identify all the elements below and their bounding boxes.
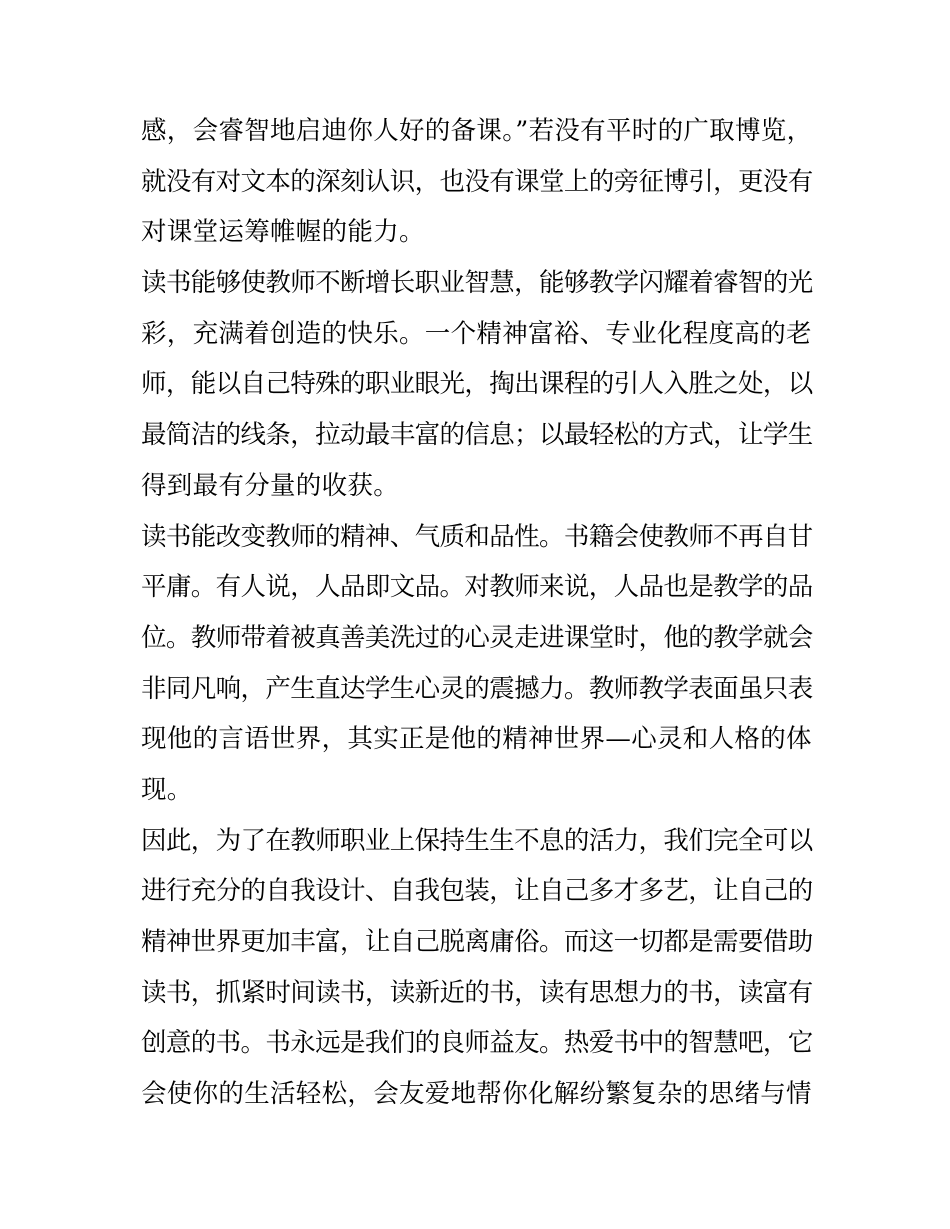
text-line: 读书，抓紧时间读书，读新近的书，读有思想力的书，读富有 <box>141 977 813 1008</box>
document-body <box>141 106 813 1120</box>
text-line: 会使你的生活轻松，会友爱地帮你化解纷繁复杂的思绪与情 <box>141 1079 812 1110</box>
text-line: 师，能以自己特殊的职业眼光，掏出课程的引人入胜之处，以 <box>141 369 813 400</box>
text-line: 位。教师带着被真善美洗过的心灵走进课堂时，他的教学就会 <box>141 622 813 653</box>
text-line: 最简洁的线条，拉动最丰富的信息；以最轻松的方式，让学生 <box>141 420 813 451</box>
text-line: 得到最有分量的收获。 <box>141 470 400 501</box>
text-line: 读书能改变教师的精神、气质和品性。书籍会使教师不再自甘 <box>141 521 813 552</box>
text-line: 就没有对文本的深刻认识，也没有课堂上的旁征博引，更没有 <box>141 166 813 197</box>
text-line: 因此，为了在教师职业上保持生生不息的活力，我们完全可以 <box>141 825 813 856</box>
text-line: 对课堂运筹帷幄的能力。 <box>141 217 425 248</box>
text-line: 进行充分的自我设计、自我包装，让自己多才多艺，让自己的 <box>141 876 813 907</box>
text-line: 精神世界更加丰富，让自己脱离庸俗。而这一切都是需要借助 <box>141 927 813 957</box>
text-line: 读书能够使教师不断增长职业智慧，能够教学闪耀着睿智的光 <box>141 268 813 299</box>
text-line: 平庸。有人说，人品即文品。对教师来说，人品也是教学的品 <box>141 572 813 603</box>
text-line: 创意的书。书永远是我们的良师益友。热爱书中的智慧吧，它 <box>141 1028 813 1059</box>
text-line: 非同凡响，产生直达学生心灵的震撼力。教师教学表面虽只表 <box>141 673 813 704</box>
text-line: 现。 <box>141 774 193 805</box>
text-line: 现他的言语世界，其实正是他的精神世界—心灵和人格的体 <box>141 724 812 755</box>
text-line: 彩，充满着创造的快乐。一个精神富裕、专业化程度高的老 <box>141 318 812 349</box>
text-line: 感，会睿智地启迪你人好的备课。”若没有平时的广取博览， <box>141 116 813 146</box>
